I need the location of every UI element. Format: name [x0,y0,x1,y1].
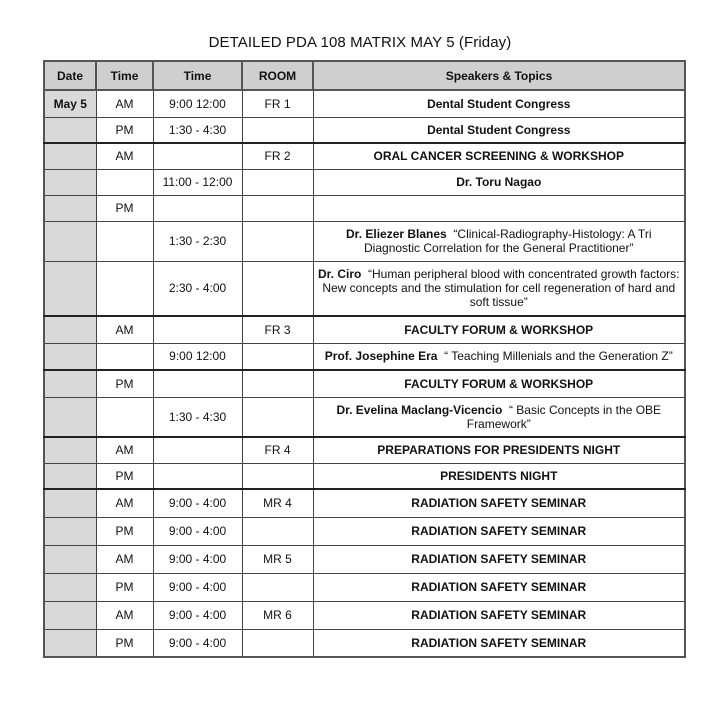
period-cell: AM [96,316,153,343]
table-row [44,463,685,489]
speaker-topic-cell [313,169,685,195]
speaker-topic-cell [313,221,685,261]
time-cell: 1:30 - 2:30 [153,221,242,261]
room-cell [242,169,313,195]
date-cell [44,117,96,143]
header-time-period: Time [96,61,153,90]
speaker-topic-cell [313,489,685,517]
period-cell [96,261,153,316]
time-cell [153,463,242,489]
period-cell: PM [96,629,153,657]
topic-text: RADIATION SAFETY SEMINAR [411,496,587,511]
period-cell: PM [96,370,153,397]
table-row [44,343,685,370]
topic-text: RADIATION SAFETY SEMINAR [411,552,587,566]
date-cell [44,261,96,316]
room-cell: MR 6 [242,601,313,629]
period-cell: AM [96,90,153,117]
room-cell [242,629,313,657]
table-row [44,195,685,221]
speaker-topic-cell [313,397,685,437]
header-date: Date [44,61,96,90]
period-cell: PM [96,517,153,545]
room-cell [242,397,313,437]
speaker-topic-cell [313,629,685,657]
table-row [44,370,685,397]
topic-text: ORAL CANCER SCREENING & WORKSHOP [373,149,624,164]
room-cell: FR 2 [242,143,313,169]
date-cell [44,143,96,169]
speaker-topic-cell [313,463,685,489]
time-cell: 1:30 - 4:30 [153,117,242,143]
table-row [44,117,685,143]
header-speakers-topics: Speakers & Topics [313,61,685,90]
room-cell [242,517,313,545]
table-row [44,90,685,117]
speaker-topic-cell [313,545,685,573]
period-cell: PM [96,195,153,221]
date-cell [44,629,96,657]
topic-text: PREPARATIONS FOR PRESIDENTS NIGHT [377,443,621,458]
table-row [44,221,685,261]
table-row [44,629,685,657]
period-cell: AM [96,437,153,463]
topic-text: “ Teaching Millenials and the Generation Z” [444,349,673,364]
topic-text: RADIATION SAFETY SEMINAR [411,580,587,594]
topic-text: Dental Student Congress [427,122,571,137]
period-cell [96,221,153,261]
date-cell [44,195,96,221]
room-cell: MR 5 [242,545,313,573]
room-cell [242,261,313,316]
room-cell [242,573,313,601]
period-cell: AM [96,489,153,517]
table-row [44,437,685,463]
topic-text: “Clinical-Radiography-Histology: A Tri Diagnostic Correlation for the General Practitioner” [364,227,652,255]
date-cell [44,370,96,397]
topic-text: Dental Student Congress [427,96,571,111]
date-cell [44,545,96,573]
period-cell: AM [96,601,153,629]
topic-text: “ Basic Concepts in the OBE Framework” [466,402,662,431]
speaker-name: Dr. Ciro [317,267,362,282]
room-cell [242,195,313,221]
speaker-name: Prof. Josephine Era [324,349,438,364]
room-cell: FR 1 [242,90,313,117]
room-cell [242,370,313,397]
table-row [44,169,685,195]
speaker-topic-cell [313,195,685,221]
document-title: DETAILED PDA 108 MATRIX MAY 5 (Friday) [208,34,512,51]
speaker-topic-cell [313,370,685,397]
header-time: Time [153,61,242,90]
topic-text: FACULTY FORUM & WORKSHOP [404,322,594,337]
topic-text: Dr. Toru Nagao [456,175,542,189]
table-row [44,573,685,601]
time-cell: 9:00 - 4:00 [153,573,242,601]
date-cell: May 5 [44,90,96,117]
period-cell: AM [96,545,153,573]
date-cell [44,316,96,343]
speaker-topic-cell [313,143,685,169]
period-cell: PM [96,463,153,489]
time-cell: 9:00 12:00 [153,343,242,370]
room-cell: MR 4 [242,489,313,517]
date-cell [44,437,96,463]
time-cell [153,316,242,343]
table-row [44,489,685,517]
period-cell [96,169,153,195]
date-cell [44,489,96,517]
topic-text: PRESIDENTS NIGHT [440,468,558,483]
time-cell [153,143,242,169]
time-cell: 1:30 - 4:30 [153,397,242,437]
speaker-topic-cell [313,261,685,316]
date-cell [44,463,96,489]
period-cell: PM [96,573,153,601]
time-cell [153,195,242,221]
room-cell [242,343,313,370]
date-cell [44,397,96,437]
speaker-topic-cell [313,573,685,601]
date-cell [44,169,96,195]
header-room: ROOM [242,61,313,90]
date-cell [44,573,96,601]
speaker-topic-cell [313,437,685,463]
time-cell: 9:00 - 4:00 [153,517,242,545]
time-cell: 2:30 - 4:00 [153,261,242,316]
topic-text: FACULTY FORUM & WORKSHOP [404,376,594,391]
date-cell [44,221,96,261]
topic-text: RADIATION SAFETY SEMINAR [411,524,587,538]
date-cell [44,343,96,370]
room-cell: FR 3 [242,316,313,343]
period-cell [96,343,153,370]
speaker-name: Dr. Eliezer Blanes [346,227,447,241]
table-row [44,143,685,169]
speaker-topic-cell [313,117,685,143]
time-cell: 9:00 - 4:00 [153,489,242,517]
table-row [44,601,685,629]
speaker-name: Dr. Evelina Maclang-Vicencio [336,402,503,417]
period-cell: AM [96,143,153,169]
speaker-topic-cell [313,343,685,370]
time-cell [153,370,242,397]
time-cell: 11:00 - 12:00 [153,169,242,195]
schedule-table [43,60,686,658]
topic-text: “Human peripheral blood with concentrated growth factors: New concepts and the stimulation for cell regeneration of hard and soft tissue” [322,267,680,310]
table-row [44,316,685,343]
table-row [44,397,685,437]
speaker-topic-cell [313,316,685,343]
time-cell: 9:00 - 4:00 [153,601,242,629]
time-cell: 9:00 - 4:00 [153,629,242,657]
header-row [44,61,685,90]
period-cell: PM [96,117,153,143]
topic-text: RADIATION SAFETY SEMINAR [411,608,587,622]
speaker-topic-cell [313,517,685,545]
date-cell [44,601,96,629]
room-cell [242,463,313,489]
table-row [44,545,685,573]
time-cell: 9:00 - 4:00 [153,545,242,573]
speaker-topic-cell [313,601,685,629]
room-cell [242,117,313,143]
table-row [44,517,685,545]
speaker-topic-cell [313,90,685,117]
time-cell: 9:00 12:00 [153,90,242,117]
period-cell [96,397,153,437]
topic-text: RADIATION SAFETY SEMINAR [411,635,587,650]
time-cell [153,437,242,463]
table-row [44,261,685,316]
room-cell [242,221,313,261]
room-cell: FR 4 [242,437,313,463]
date-cell [44,517,96,545]
